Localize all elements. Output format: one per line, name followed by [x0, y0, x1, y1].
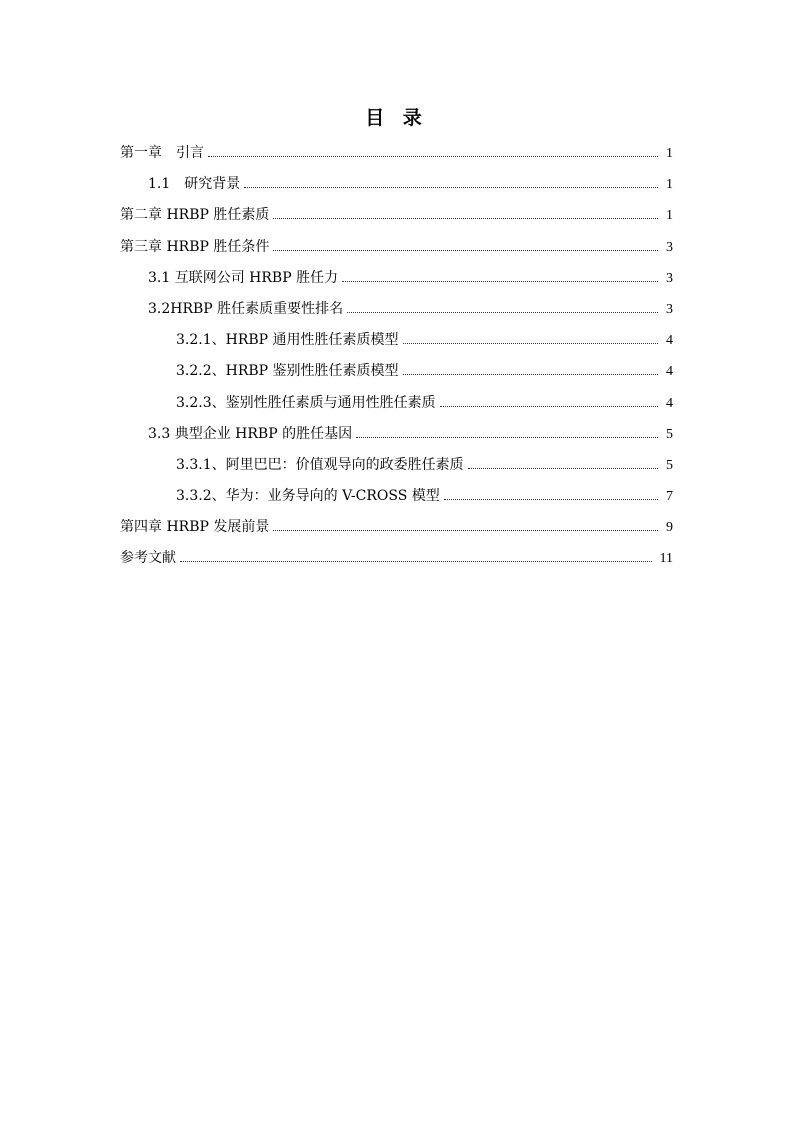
toc-page-number: 4 [666, 395, 673, 411]
toc-dot-leader [347, 312, 658, 313]
toc-dot-leader [440, 406, 658, 407]
toc-entry-3-1[interactable] [120, 263, 673, 294]
toc-dot-leader [342, 281, 658, 282]
toc-entry-chapter-4[interactable] [120, 512, 673, 543]
toc-entry-text: 第一章 引言 [120, 145, 204, 161]
toc-entry-chapter-1[interactable] [120, 138, 673, 169]
toc-entry-3-2[interactable] [120, 294, 673, 325]
toc-dot-leader [356, 437, 658, 438]
toc-dot-leader [208, 156, 658, 157]
toc-dot-leader [180, 561, 652, 562]
toc-page-number: 1 [666, 146, 673, 161]
toc-entry-text: 3.1 互联网公司 HRBP 胜任力 [148, 269, 339, 286]
toc-page-number: 1 [666, 177, 673, 193]
toc-entry-text: 3.2.2、HRBP 鉴别性胜任素质模型 [176, 363, 399, 380]
toc-dot-leader [468, 468, 658, 469]
toc-entry-text: 3.3 典型企业 HRBP 的胜任基因 [148, 425, 353, 442]
toc-page-number: 3 [666, 270, 673, 286]
toc-entry-text: 1.1 研究背景 [148, 176, 241, 193]
toc-page-number: 3 [666, 301, 673, 317]
toc-page-number: 4 [666, 333, 673, 349]
toc-entry-text: 3.2.1、HRBP 通用性胜任素质模型 [176, 332, 399, 349]
toc-list [120, 138, 673, 575]
toc-dot-leader [403, 374, 658, 375]
toc-entry-chapter-2[interactable] [120, 200, 673, 231]
toc-page-number: 11 [659, 551, 673, 567]
toc-entry-3-3-2[interactable] [120, 481, 673, 512]
toc-entry-text: 第二章 HRBP 胜任素质 [120, 207, 270, 224]
toc-entry-text: 3.2HRBP 胜任素质重要性排名 [148, 300, 344, 317]
toc-dot-leader [273, 218, 658, 219]
toc-entry-3-2-3[interactable] [120, 388, 673, 419]
toc-dot-leader [273, 530, 658, 531]
toc-entry-text: 3.3.2、华为：业务导向的 V-CROSS 模型 [176, 488, 440, 505]
toc-page-number: 4 [666, 364, 673, 380]
toc-entry-text: 第四章 HRBP 发展前景 [120, 519, 270, 536]
toc-dot-leader [273, 250, 658, 251]
toc-dot-leader [244, 187, 658, 188]
toc-entry-references[interactable] [120, 543, 673, 574]
toc-title: 目 录 [365, 107, 428, 129]
toc-entry-1-1[interactable] [120, 169, 673, 200]
toc-dot-leader [403, 343, 658, 344]
toc-dot-leader [444, 499, 658, 500]
toc-entry-text: 参考文献 [120, 550, 176, 567]
toc-page-number: 3 [666, 239, 673, 255]
toc-page-number: 7 [666, 489, 673, 505]
toc-entry-text: 3.2.3、鉴别性胜任素质与通用性胜任素质 [176, 394, 436, 411]
toc-page-number: 5 [666, 426, 673, 442]
toc-entry-3-2-2[interactable] [120, 356, 673, 387]
toc-entry-chapter-3[interactable] [120, 232, 673, 263]
toc-entry-3-2-1[interactable] [120, 325, 673, 356]
toc-entry-text: 3.3.1、阿里巴巴：价值观导向的政委胜任素质 [176, 456, 464, 473]
toc-page-number: 1 [666, 208, 673, 224]
toc-entry-3-3-1[interactable] [120, 450, 673, 481]
toc-entry-3-3[interactable] [120, 419, 673, 450]
toc-entry-text: 第三章 HRBP 胜任条件 [120, 238, 270, 255]
toc-page-number: 9 [666, 520, 673, 536]
toc-page-number: 5 [666, 457, 673, 473]
